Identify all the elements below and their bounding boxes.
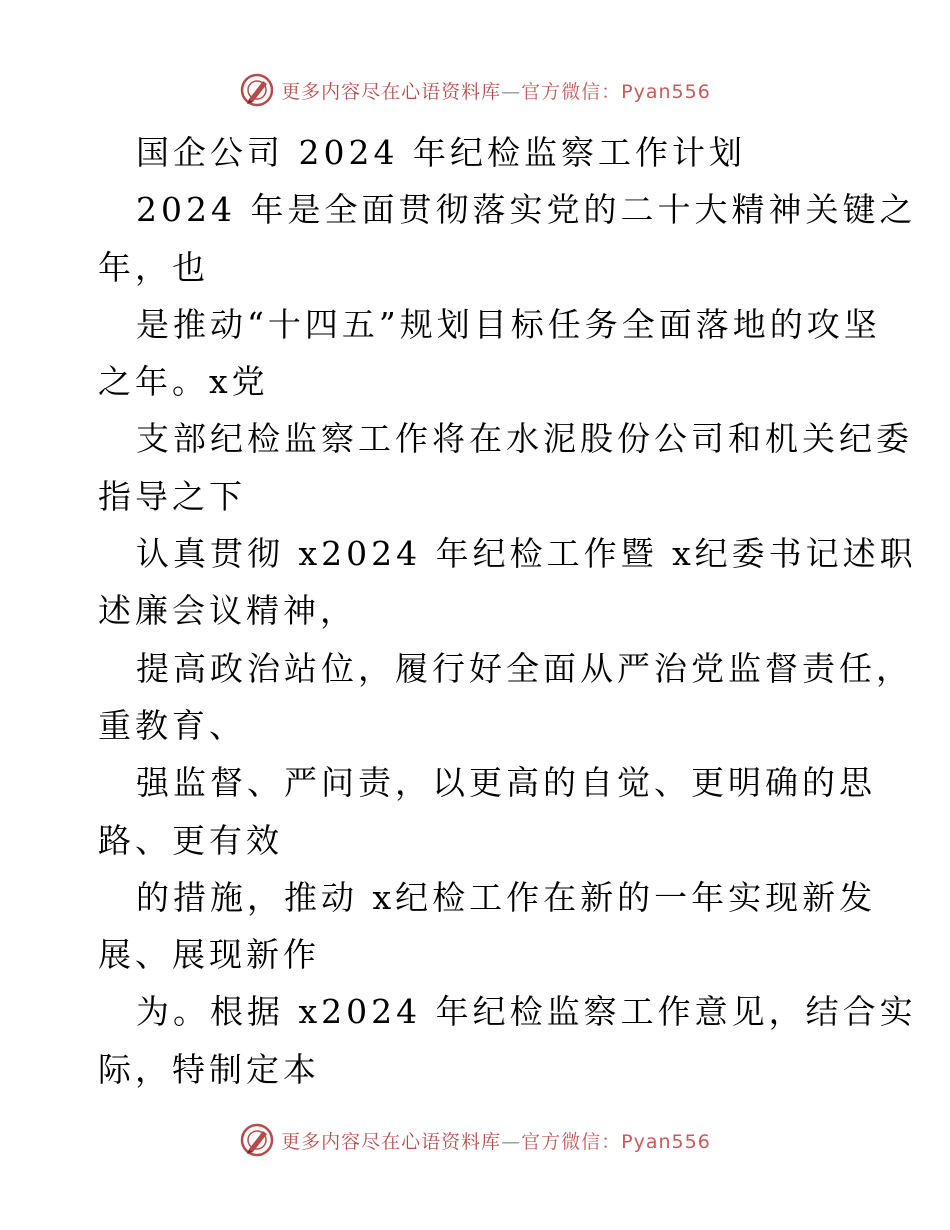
pen-logo-icon bbox=[239, 72, 275, 108]
paragraph-line: 是推动“十四五”规划目标任务全面落地的攻坚 bbox=[136, 304, 881, 344]
paragraph-line: 际，特制定本 bbox=[98, 1049, 320, 1089]
watermark-text bbox=[281, 1127, 711, 1154]
paragraph-line: 之年。x党 bbox=[98, 362, 269, 402]
document-title: 国企公司 2024 年纪检监察工作计划 bbox=[136, 133, 746, 172]
paragraph-line: 指导之下 bbox=[98, 476, 246, 516]
header-watermark bbox=[0, 70, 950, 110]
paragraph-line: 路、更有效 bbox=[98, 820, 283, 860]
watermark-contact: 官方微信：Pyan556 bbox=[521, 80, 711, 103]
watermark-site: 更多内容尽在心语资料库 bbox=[281, 1130, 502, 1153]
paragraph-line: 的措施，推动 x纪检工作在新的一年实现新发 bbox=[136, 877, 877, 917]
paragraph-line: 支部纪检监察工作将在水泥股份公司和机关纪委 bbox=[136, 419, 913, 459]
paragraph-line: 年，也 bbox=[98, 247, 209, 287]
paragraph-line: 重教育、 bbox=[98, 705, 246, 745]
watermark-separator: — bbox=[501, 1130, 522, 1153]
watermark-site: 更多内容尽在心语资料库 bbox=[281, 80, 502, 103]
paragraph-line: 提高政治站位，履行好全面从严治党监督责任， bbox=[136, 648, 913, 688]
paragraph-line: 2024 年是全面贯彻落实党的二十大精神关键之 bbox=[136, 190, 917, 230]
paragraph-line: 述廉会议精神， bbox=[98, 591, 357, 631]
watermark-separator: — bbox=[501, 80, 522, 103]
paragraph-line: 强监督、严问责，以更高的自觉、更明确的思 bbox=[136, 763, 876, 803]
paragraph-line: 为。根据 x2024 年纪检监察工作意见，结合实 bbox=[136, 992, 917, 1032]
document-body bbox=[98, 124, 917, 1098]
paragraph-line: 展、展现新作 bbox=[98, 935, 320, 975]
footer-watermark bbox=[0, 1120, 950, 1160]
watermark-contact: 官方微信：Pyan556 bbox=[521, 1130, 711, 1153]
paragraph-line: 认真贯彻 x2024 年纪检工作暨 x纪委书记述职 bbox=[136, 534, 917, 574]
pen-logo-icon bbox=[239, 1122, 275, 1158]
watermark-text bbox=[281, 77, 711, 104]
